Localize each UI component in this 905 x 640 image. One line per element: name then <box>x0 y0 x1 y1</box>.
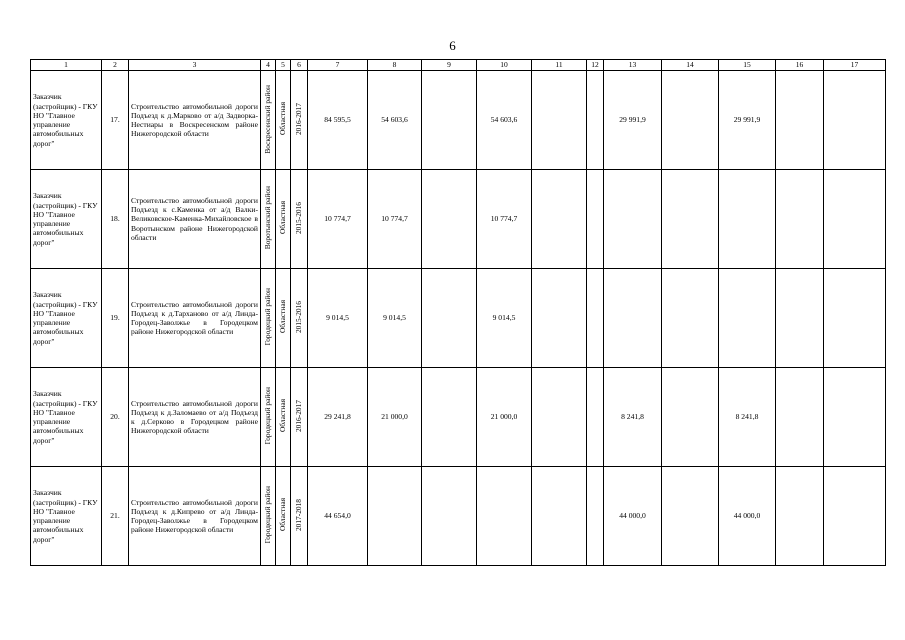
period-cell <box>291 170 308 269</box>
value-cell-17 <box>824 368 886 467</box>
column-header: 13 <box>604 60 662 71</box>
value-cell-15 <box>719 269 776 368</box>
table-row <box>31 368 886 467</box>
column-header: 3 <box>129 60 261 71</box>
district-cell <box>261 467 276 566</box>
value-cell-8: 10 774,7 <box>368 170 422 269</box>
period-cell-text: 2016-2017 <box>294 399 304 432</box>
value-cell-11 <box>532 269 587 368</box>
value-cell-8 <box>368 467 422 566</box>
value-cell-14 <box>662 71 719 170</box>
table-row <box>31 467 886 566</box>
value-cell-14 <box>662 467 719 566</box>
column-header: 5 <box>276 60 291 71</box>
description-cell: Строительство автомобильной дороги Подъезд к д.Марково от а/д Задворка-Нестиары в Воскресенском районе Нижегородской области <box>129 71 261 170</box>
value-cell-8: 21 000,0 <box>368 368 422 467</box>
district-cell-text: Воротынский район <box>263 186 273 250</box>
value-cell-9 <box>422 368 477 467</box>
value-cell-12 <box>587 467 604 566</box>
district-cell-text: Воскресенский район <box>263 84 273 154</box>
period-cell-text: 2016-2017 <box>294 102 304 135</box>
value-cell-12 <box>587 269 604 368</box>
table-row <box>31 71 886 170</box>
column-header: 17 <box>824 60 886 71</box>
value-cell-17 <box>824 71 886 170</box>
value-cell-14 <box>662 368 719 467</box>
period-cell-text: 2017-2018 <box>294 498 304 531</box>
district-cell <box>261 368 276 467</box>
value-cell-10 <box>477 467 532 566</box>
value-cell-9 <box>422 467 477 566</box>
value-cell-7: 9 014,5 <box>308 269 368 368</box>
value-cell-11 <box>532 368 587 467</box>
value-cell-14 <box>662 269 719 368</box>
column-header: 11 <box>532 60 587 71</box>
value-cell-13 <box>604 170 662 269</box>
period-cell-text: 2015-2016 <box>294 300 304 333</box>
value-cell-8: 54 603,6 <box>368 71 422 170</box>
value-cell-9 <box>422 170 477 269</box>
period-cell <box>291 269 308 368</box>
district-cell <box>261 269 276 368</box>
value-cell-13: 29 991,9 <box>604 71 662 170</box>
column-header: 2 <box>102 60 129 71</box>
level-cell-text: Областная <box>278 399 288 433</box>
value-cell-10: 54 603,6 <box>477 71 532 170</box>
district-cell-text: Городецкий район <box>263 387 273 445</box>
period-cell <box>291 71 308 170</box>
value-cell-12 <box>587 170 604 269</box>
value-cell-10: 9 014,5 <box>477 269 532 368</box>
value-cell-15 <box>719 170 776 269</box>
value-cell-16 <box>776 71 824 170</box>
period-cell <box>291 467 308 566</box>
description-cell: Строительство автомобильной дороги Подъезд к с.Каменка от а/д Валки-Великовское-Каменка-Михайловское в Воротынском районе Нижегородской области <box>129 170 261 269</box>
district-cell-text: Городецкий район <box>263 288 273 346</box>
column-header: 9 <box>422 60 477 71</box>
level-cell <box>276 368 291 467</box>
value-cell-11 <box>532 71 587 170</box>
level-cell-text: Областная <box>278 201 288 235</box>
value-cell-13: 44 000,0 <box>604 467 662 566</box>
table-body <box>31 60 886 566</box>
page-number: 6 <box>449 38 456 53</box>
value-cell-8: 9 014,5 <box>368 269 422 368</box>
value-cell-12 <box>587 71 604 170</box>
value-cell-15: 44 000,0 <box>719 467 776 566</box>
row-number-cell: 20. <box>102 368 129 467</box>
value-cell-14 <box>662 170 719 269</box>
value-cell-10: 10 774,7 <box>477 170 532 269</box>
district-cell <box>261 71 276 170</box>
customer-cell: Заказчик (застройщик) - ГКУ НО "Главное управление автомобильных дорог" <box>31 71 102 170</box>
customer-cell: Заказчик (застройщик) - ГКУ НО "Главное управление автомобильных дорог" <box>31 269 102 368</box>
column-header: 7 <box>308 60 368 71</box>
district-cell <box>261 170 276 269</box>
description-cell: Строительство автомобильной дороги Подъезд к д.Тарханово от а/д Линда-Городец-Заволжье в Городецком районе Нижегородской области <box>129 269 261 368</box>
column-header: 6 <box>291 60 308 71</box>
row-number-cell: 18. <box>102 170 129 269</box>
value-cell-13 <box>604 269 662 368</box>
level-cell-text: Областная <box>278 300 288 334</box>
value-cell-17 <box>824 170 886 269</box>
table-row <box>31 170 886 269</box>
value-cell-16 <box>776 368 824 467</box>
row-number-cell: 21. <box>102 467 129 566</box>
description-cell: Строительство автомобильной дороги Подъезд к д.Кипрево от а/д Линда-Городец-Заволжье в Городецком районе Нижегородской области <box>129 467 261 566</box>
value-cell-7: 84 595,5 <box>308 71 368 170</box>
value-cell-9 <box>422 71 477 170</box>
value-cell-10: 21 000,0 <box>477 368 532 467</box>
level-cell-text: Областная <box>278 498 288 532</box>
value-cell-17 <box>824 269 886 368</box>
period-cell-text: 2015-2016 <box>294 201 304 234</box>
value-cell-15: 8 241,8 <box>719 368 776 467</box>
value-cell-7: 44 654,0 <box>308 467 368 566</box>
value-cell-16 <box>776 467 824 566</box>
description-cell: Строительство автомобильной дороги Подъезд к д.Заломаево от а/д Подъезд к д.Серково в Городецком районе Нижегородской области <box>129 368 261 467</box>
column-header: 14 <box>662 60 719 71</box>
level-cell <box>276 170 291 269</box>
column-header: 8 <box>368 60 422 71</box>
column-header: 10 <box>477 60 532 71</box>
value-cell-7: 10 774,7 <box>308 170 368 269</box>
district-cell-text: Городецкий район <box>263 486 273 544</box>
customer-cell: Заказчик (застройщик) - ГКУ НО "Главное управление автомобильных дорог" <box>31 467 102 566</box>
value-cell-17 <box>824 467 886 566</box>
level-cell-text: Областная <box>278 102 288 136</box>
column-header: 1 <box>31 60 102 71</box>
value-cell-9 <box>422 269 477 368</box>
value-cell-12 <box>587 368 604 467</box>
value-cell-16 <box>776 269 824 368</box>
header-row <box>31 60 886 71</box>
data-table <box>30 59 886 566</box>
column-header: 15 <box>719 60 776 71</box>
level-cell <box>276 71 291 170</box>
column-header: 4 <box>261 60 276 71</box>
value-cell-7: 29 241,8 <box>308 368 368 467</box>
value-cell-11 <box>532 170 587 269</box>
customer-cell: Заказчик (застройщик) - ГКУ НО "Главное управление автомобильных дорог" <box>31 368 102 467</box>
customer-cell: Заказчик (застройщик) - ГКУ НО "Главное управление автомобильных дорог" <box>31 170 102 269</box>
column-header: 16 <box>776 60 824 71</box>
value-cell-16 <box>776 170 824 269</box>
period-cell <box>291 368 308 467</box>
level-cell <box>276 467 291 566</box>
value-cell-15: 29 991,9 <box>719 71 776 170</box>
value-cell-11 <box>532 467 587 566</box>
value-cell-13: 8 241,8 <box>604 368 662 467</box>
level-cell <box>276 269 291 368</box>
row-number-cell: 17. <box>102 71 129 170</box>
table-row <box>31 269 886 368</box>
column-header: 12 <box>587 60 604 71</box>
row-number-cell: 19. <box>102 269 129 368</box>
